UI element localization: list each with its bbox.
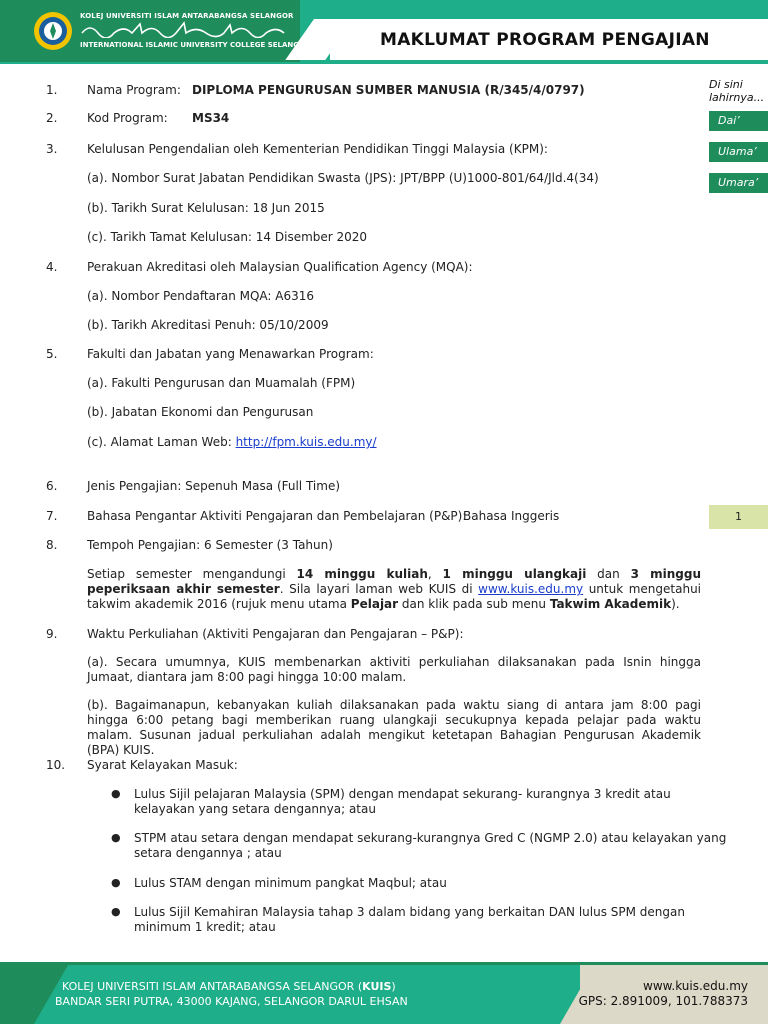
item-number: 8.	[46, 538, 58, 552]
faculty-name: (a). Fakulti Pengurusan dan Muamalah (FPM)	[87, 376, 356, 390]
program-code-value: MS34	[192, 111, 230, 125]
kpm-approval-date: (b). Tarikh Surat Kelulusan: 18 Jun 2015	[87, 201, 325, 215]
tagline: Di sini lahirnya...	[709, 78, 765, 104]
faculty-website	[87, 435, 377, 450]
item-number: 7.	[46, 509, 58, 523]
item-number: 10.	[46, 758, 66, 772]
kpm-expiry-date: (c). Tarikh Tamat Kelulusan: 14 Disember 2020	[87, 230, 368, 244]
mqa-registration: (a). Nombor Pendaftaran MQA: A6316	[87, 289, 315, 303]
requirement-spm-cont: kelayakan yang setara dengannya; atau	[134, 802, 376, 816]
institution-name-malay: KOLEJ UNIVERSITI ISLAM ANTARABANGSA SELANGOR	[80, 12, 294, 20]
kpm-heading: Kelulusan Pengendalian oleh Kementerian Pendidikan Tinggi Malaysia (KPM):	[87, 142, 548, 156]
study-type: Jenis Pengajian: Sepenuh Masa (Full Time)	[87, 479, 341, 493]
footer-website[interactable]: www.kuis.edu.my	[643, 979, 748, 993]
faculty-website-label: (c). Alamat Laman Web:	[87, 435, 236, 449]
requirement-skm: Lulus Sijil Kemahiran Malaysia tahap 3 dalam bidang yang berkaitan DAN lulus SPM dengan	[134, 905, 685, 919]
bullet-icon: ●	[111, 787, 121, 800]
bullet-icon: ●	[111, 831, 121, 844]
mqa-heading: Perakuan Akreditasi oleh Malaysian Qualification Agency (MQA):	[87, 260, 473, 274]
document-title: MAKLUMAT PROGRAM PENGAJIAN	[380, 30, 710, 50]
requirement-spm: Lulus Sijil pelajaran Malaysia (SPM) dengan mendapat sekurang- kurangnya 3 kredit atau	[134, 787, 671, 801]
requirement-stam: Lulus STAM dengan minimum pangkat Maqbul; atau	[134, 876, 447, 890]
arabic-calligraphy-logotype	[80, 20, 286, 38]
program-name-value: DIPLOMA PENGURUSAN SUMBER MANUSIA (R/345/4/0797)	[192, 83, 585, 97]
institution-name-english: INTERNATIONAL ISLAMIC UNIVERSITY COLLEGE SELANGOR	[80, 41, 311, 49]
item-number: 4.	[46, 260, 58, 274]
lecture-hours-heading: Waktu Perkuliahan (Aktiviti Pengajaran dan Pengajaran – P&P):	[87, 627, 464, 641]
bullet-icon: ●	[111, 876, 121, 889]
department-name: (b). Jabatan Ekonomi dan Pengurusan	[87, 405, 314, 419]
kuis-website-link[interactable]: www.kuis.edu.my	[478, 582, 584, 596]
mqa-accreditation-date: (b). Tarikh Akreditasi Penuh: 05/10/2009	[87, 318, 329, 332]
program-name-label: Nama Program:	[87, 83, 181, 97]
item-number: 2.	[46, 111, 58, 125]
semester-description: Setiap semester mengandungi 14 minggu kuliah, 1 minggu ulangkaji dan 3 minggu peperiksaan akhir semester. Sila layari laman web KUIS di www.kuis.edu.my untuk mengetahui takwim akademik 2016 (rujuk menu utama Pelajar dan klik pada sub menu Takwim Akademik).	[87, 567, 702, 611]
language-value: Bahasa Inggeris	[463, 509, 560, 523]
item-number: 1.	[46, 83, 58, 97]
footer-address: BANDAR SERI PUTRA, 43000 KAJANG, SELANGOR DARUL EHSAN	[55, 995, 408, 1008]
tag-dai: Dai’	[709, 111, 768, 131]
faculty-website-link[interactable]: http://fpm.kuis.edu.my/	[235, 435, 377, 449]
tag-umara: Umara’	[709, 173, 768, 193]
kpm-letter-number: (a). Nombor Surat Jabatan Pendidikan Swasta (JPS): JPT/BPP (U)1000-801/64/Jld.4(34)	[87, 171, 599, 185]
language-label: Bahasa Pengantar Aktiviti Pengajaran dan Pembelajaran (P&P):	[87, 509, 467, 523]
requirement-skm-cont: minimum 1 kredit; atau	[134, 920, 276, 934]
bullet-icon: ●	[111, 905, 121, 918]
footer-institution: KOLEJ UNIVERSITI ISLAM ANTARABANGSA SELANGOR (KUIS)	[62, 980, 396, 993]
item-number: 6.	[46, 479, 58, 493]
requirement-stpm: STPM atau setara dengan mendapat sekurang-kurangnya Gred C (NGMP 2.0) atau kelayakan yang	[134, 831, 727, 845]
requirement-stpm-cont: setara dengannya ; atau	[134, 846, 282, 860]
item-number: 5.	[46, 347, 58, 361]
item-number: 3.	[46, 142, 58, 156]
faculty-heading: Fakulti dan Jabatan yang Menawarkan Program:	[87, 347, 374, 361]
footer-gps: GPS: 2.891009, 101.788373	[578, 994, 748, 1008]
program-code-label: Kod Program:	[87, 111, 168, 125]
page-footer	[0, 962, 768, 1024]
lecture-hours-b: (b). Bagaimanapun, kebanyakan kuliah dilaksanakan pada waktu siang di antara jam 8:00 pagi hingga 6:00 petang bagi memberikan ruang ulangkaji secukupnya kepada pelajar pada waktu malam. Susunan jadual perkuliahan adalah mengikut ketetapan Bahagian Pengurusan Akademik (BPA) KUIS.	[87, 698, 701, 757]
lecture-hours-a: (a). Secara umumnya, KUIS membenarkan aktiviti perkuliahan dilaksanakan pada Isnin hingga Jumaat, diantara jam 8:00 pagi hingga 10:00 malam.	[87, 655, 701, 684]
item-number: 9.	[46, 627, 58, 641]
entry-requirements-heading: Syarat Kelayakan Masuk:	[87, 758, 238, 772]
study-duration: Tempoh Pengajian: 6 Semester (3 Tahun)	[87, 538, 333, 552]
header-divider	[0, 62, 768, 64]
tag-ulama: Ulama’	[709, 142, 768, 162]
page-header	[0, 0, 768, 66]
college-crest-icon	[33, 11, 73, 51]
page-number: 1	[709, 505, 768, 529]
